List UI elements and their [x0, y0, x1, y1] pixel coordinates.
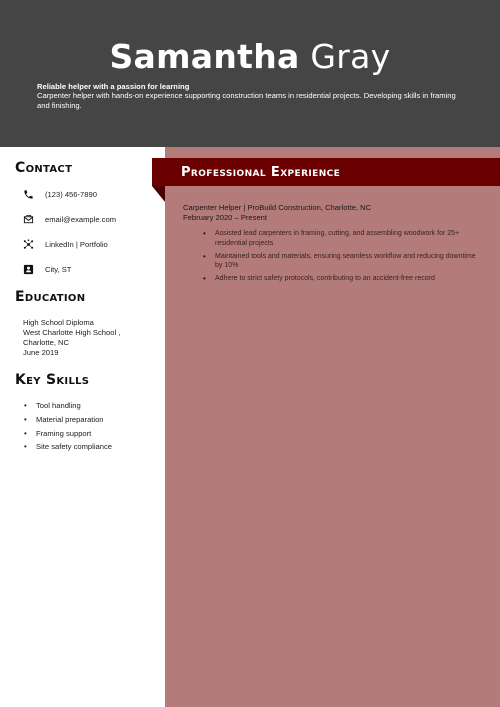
skills-title: Key Skills [15, 372, 90, 388]
skill-item: • Material preparation [24, 415, 112, 425]
job-title: Carpenter Helper | ProBuild Construction, Charlotte, NC [183, 203, 372, 212]
last-name: Gray [310, 37, 391, 76]
contact-location [22, 262, 72, 276]
phone-icon [22, 188, 34, 200]
candidate-name [0, 37, 500, 76]
first-name: Samantha [109, 37, 300, 76]
job-bullet: • Maintained tools and materials, ensuring seamless workflow and reducing downtime by 10% [203, 252, 485, 271]
email-icon [22, 213, 34, 225]
job-bullet: • Assisted lead carpenters in framing, cutting, and assembling woodwork for 25+ residential projects [203, 229, 485, 248]
skill-item: • Framing support [24, 429, 112, 439]
location-text: City, ST [45, 264, 72, 274]
contact-email [22, 212, 117, 226]
education-place: Charlotte, NC [23, 338, 70, 347]
tagline: Reliable helper with a passion for learning [37, 82, 190, 91]
experience-title: Professional Experience [181, 165, 341, 180]
skills-list [24, 401, 112, 456]
network-icon [22, 238, 34, 250]
education-school: West Charlotte High School , [23, 328, 121, 337]
contact-title: Contact [15, 160, 73, 176]
phone-text[interactable]: (123) 456-7890 [45, 189, 97, 199]
location-card-icon [22, 263, 34, 275]
ribbon-fold [152, 186, 165, 202]
links-text[interactable]: LinkedIn | Portfolio [45, 239, 108, 249]
education-date: June 2019 [23, 348, 59, 357]
skill-item: • Site safety compliance [24, 442, 112, 452]
email-text[interactable]: email@example.com [45, 214, 117, 224]
education-block [23, 318, 120, 358]
summary: Carpenter helper with hands-on experience supporting construction teams in residential projects. Developing skills in framing and finishing. [37, 91, 456, 110]
job-dates: February 2020 – Present [183, 213, 268, 222]
skill-item: • Tool handling [24, 401, 112, 411]
header [0, 0, 500, 147]
contact-phone [22, 187, 97, 201]
education-title: Education [15, 289, 86, 305]
job-bullet: • Adhere to strict safety protocols, contributing to an accident-free record [203, 274, 485, 284]
contact-links [22, 237, 108, 251]
education-degree: High School Diploma [23, 318, 94, 327]
job-bullets [203, 229, 485, 287]
